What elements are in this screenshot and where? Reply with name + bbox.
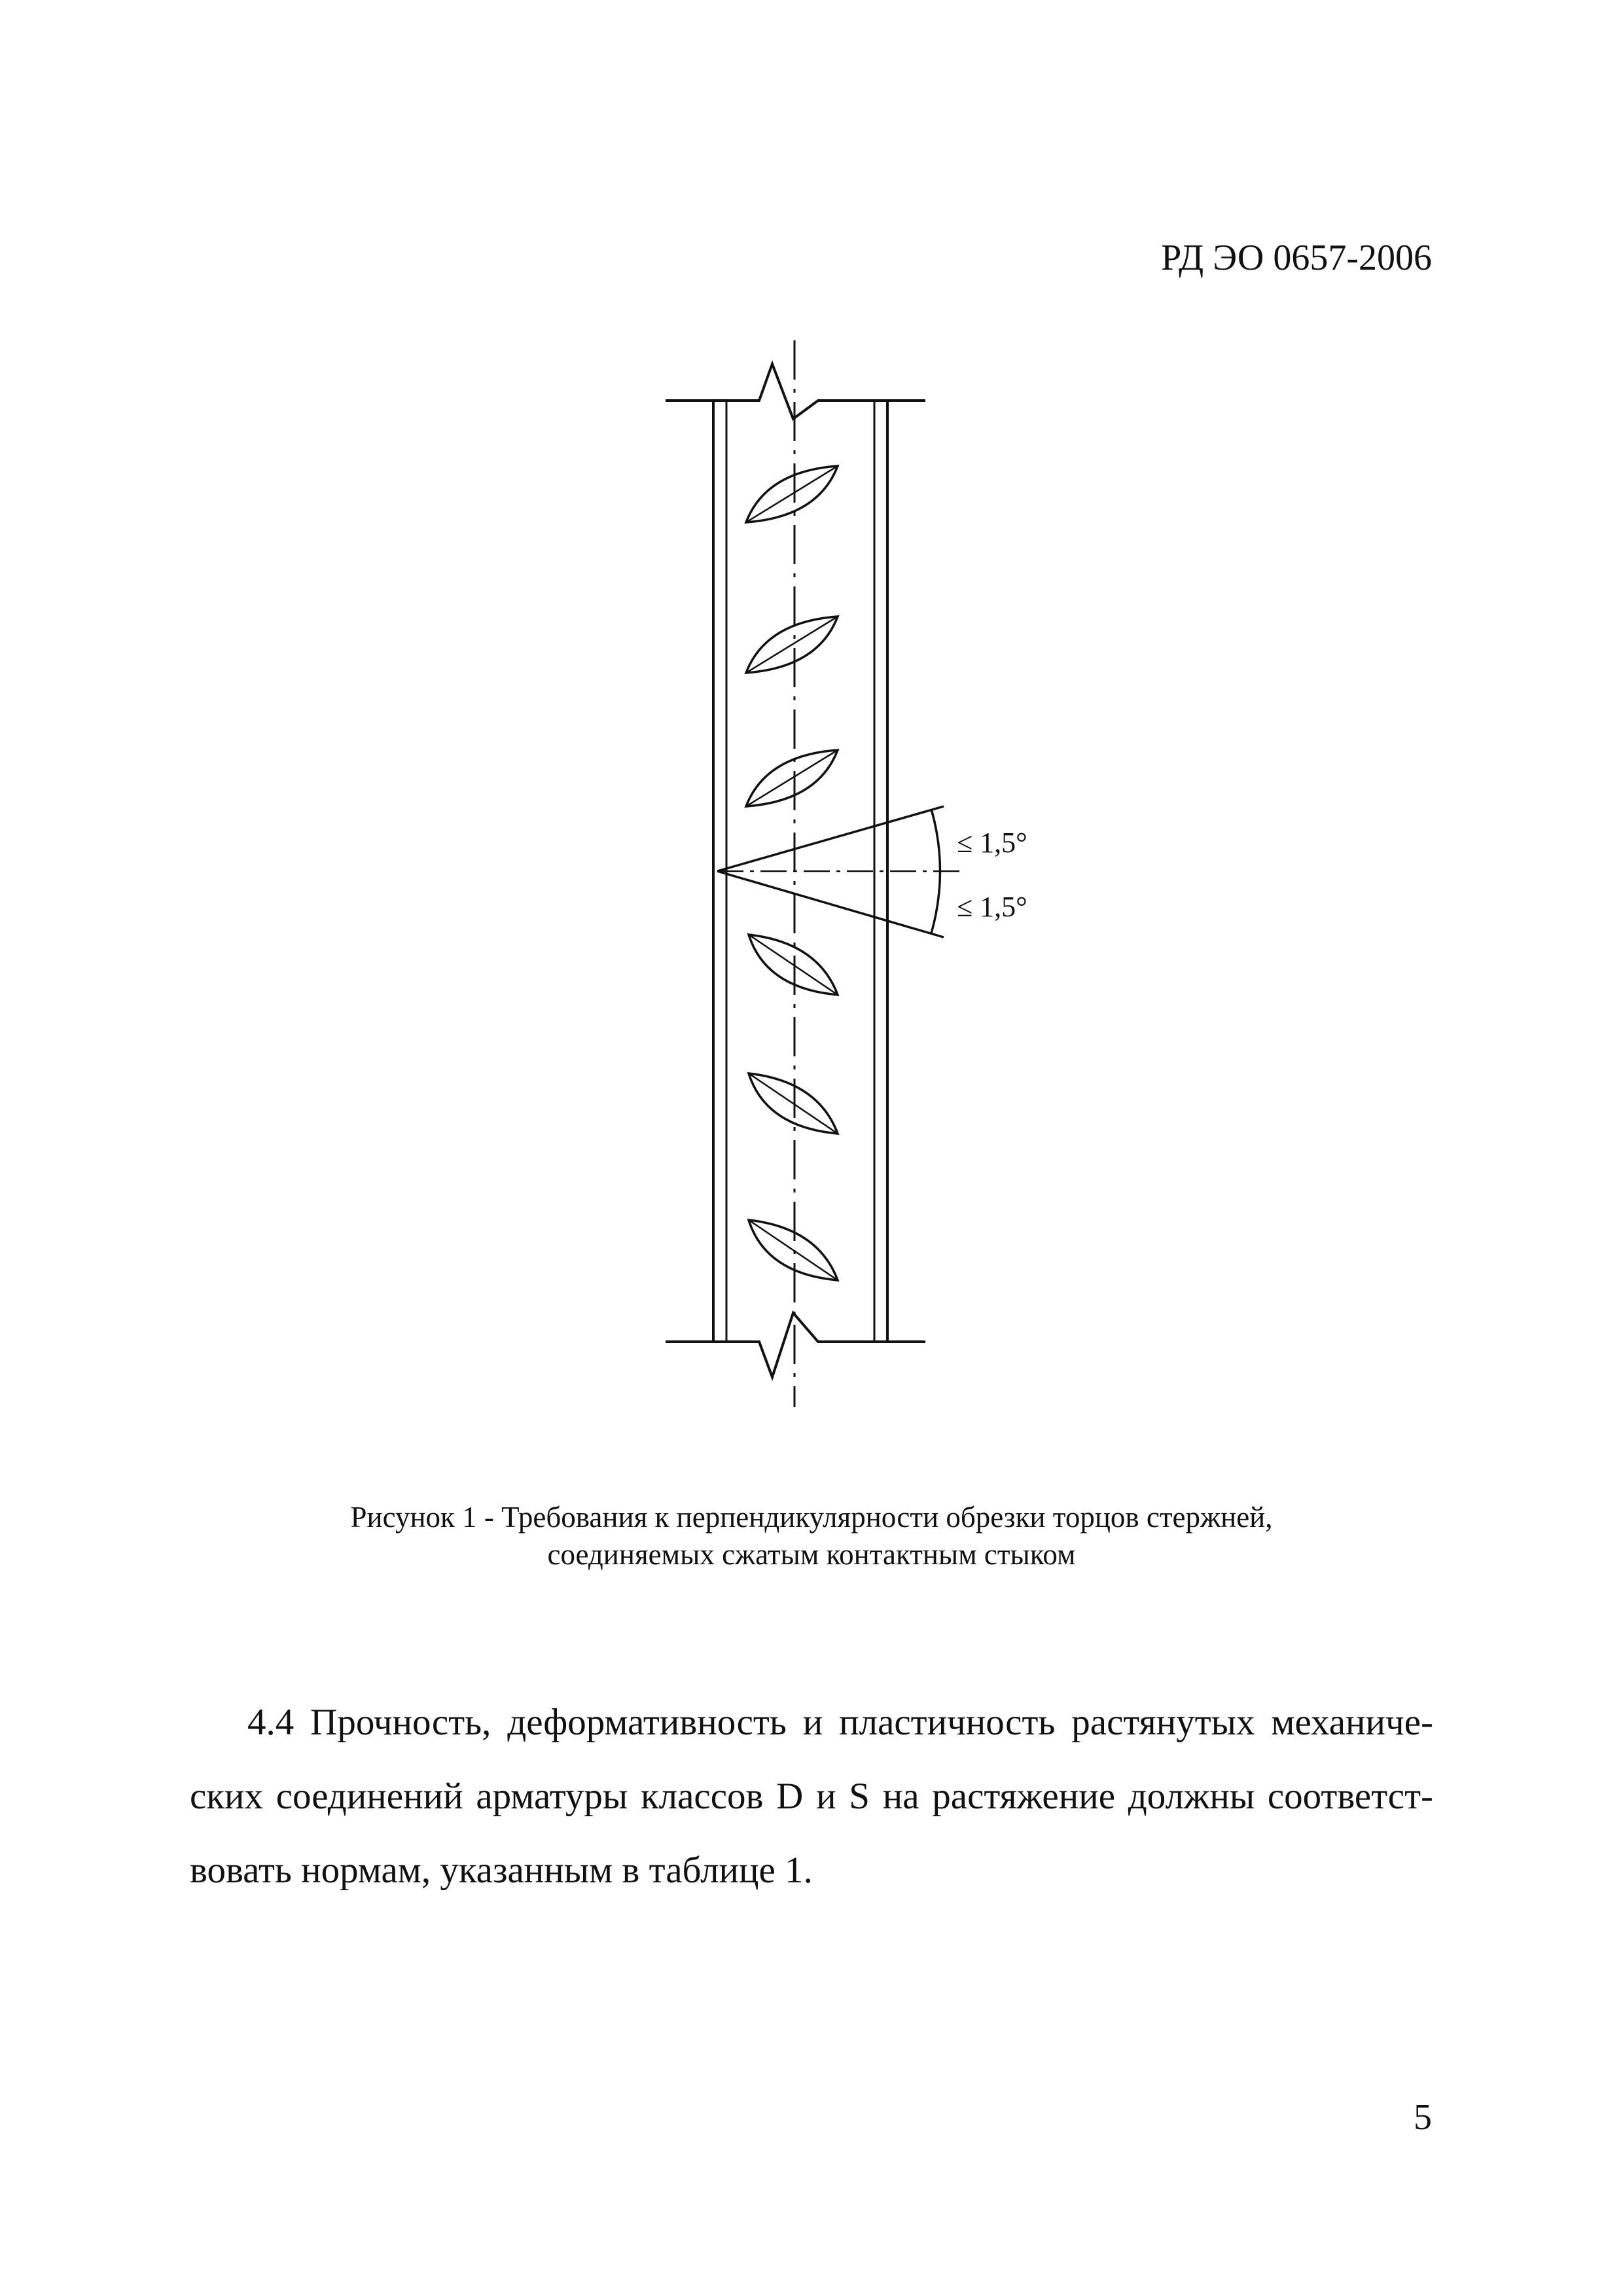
angle-lower-label: ≤ 1,5° — [957, 891, 1027, 923]
rib-5-vein — [749, 1073, 838, 1134]
rib-3-vein — [746, 750, 838, 806]
caption-line-1: Рисунок 1 - Требования к перпендикулярности обрезки торцов стержней, — [350, 1501, 1273, 1534]
angle-upper-ray — [717, 806, 944, 871]
rib-4-vein — [749, 935, 838, 995]
angle-upper-label: ≤ 1,5° — [957, 827, 1027, 859]
paragraph-line-2: ских соединений арматуры классов D и S на растяжение должны соответст- — [190, 1776, 1433, 1817]
body-paragraph — [190, 1685, 1433, 1907]
rib-1-vein — [746, 466, 838, 522]
caption-line-2: соединяемых сжатым контактным стыком — [547, 1538, 1076, 1571]
angle-lower-ray — [717, 871, 944, 937]
paragraph-line-3: вовать нормам, указанным в таблице 1. — [190, 1850, 813, 1891]
figure-caption — [0, 1499, 1623, 1573]
document-code: РД ЭО 0657-2006 — [1161, 238, 1432, 278]
page-number: 5 — [1414, 2097, 1432, 2138]
rib-6-vein — [749, 1220, 838, 1280]
rib-2-vein — [746, 617, 838, 673]
paragraph-line-1: 4.4 Прочность, деформативность и пластичность растянутых механиче- — [247, 1702, 1433, 1743]
